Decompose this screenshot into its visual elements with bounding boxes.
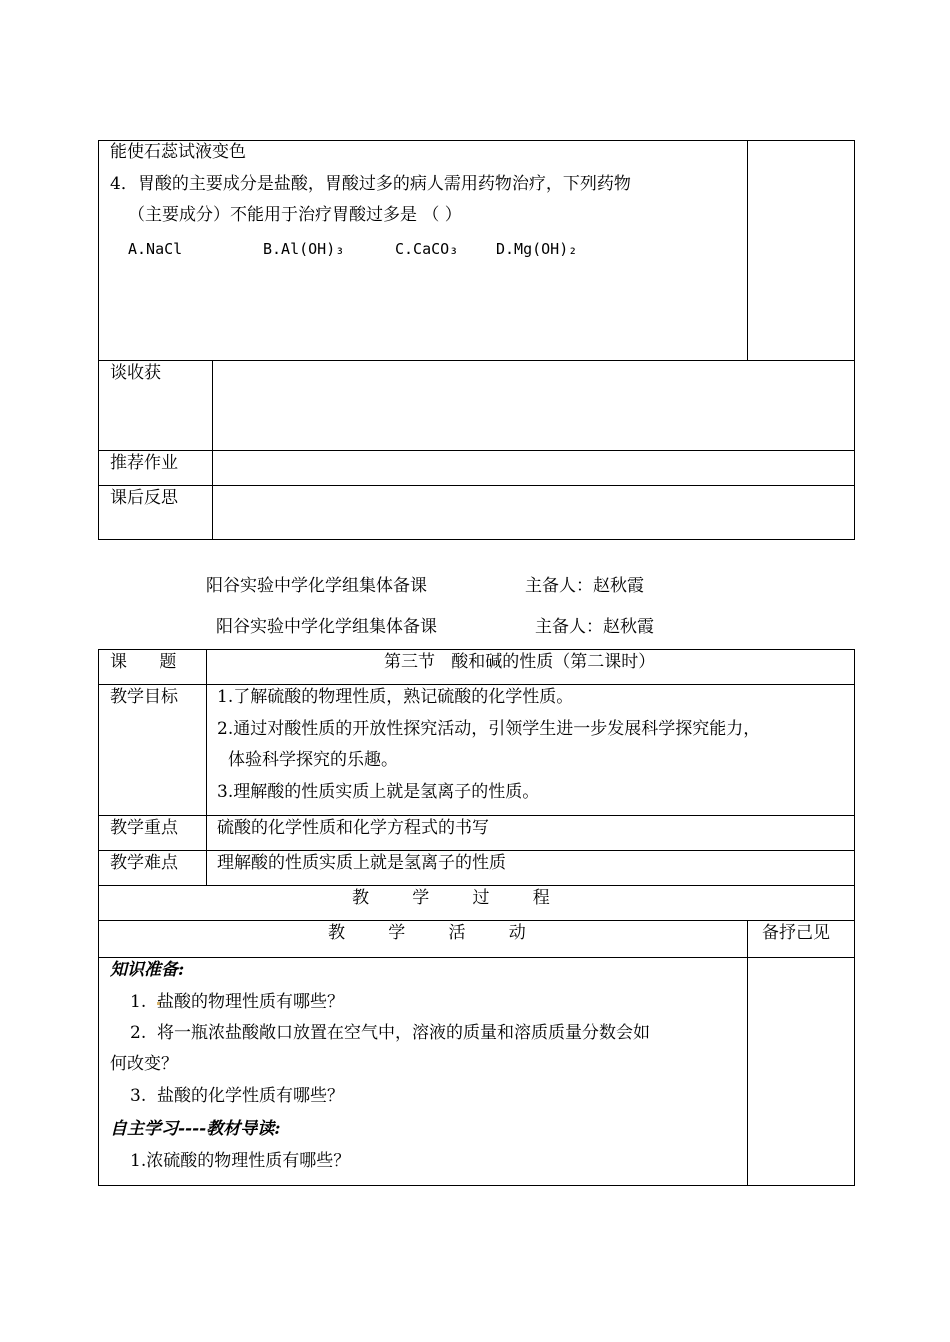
activity-header: 教 学 活 动: [328, 923, 526, 943]
option-b: B.Al(OH)₃: [263, 240, 345, 258]
reflection-label: 课后反思: [110, 488, 178, 508]
heading-school-1: 阳谷实验中学化学组集体备课: [206, 576, 427, 596]
prep-title: 知识准备:: [110, 960, 185, 980]
harvest-label: 谈收获: [110, 363, 161, 383]
goal-2-continued: 体验科学探究的乐趣。: [228, 750, 398, 770]
self-study-item-1: 1.浓硫酸的物理性质有哪些？: [130, 1151, 351, 1171]
heading-school-2: 阳谷实验中学化学组集体备课: [216, 617, 437, 637]
table-2-row-divider: [98, 815, 855, 816]
topic-label: 课 题: [110, 652, 177, 672]
process-header: 教 学 过 程: [352, 888, 550, 908]
goal-2: 2.通过对酸性质的开放性探究活动，引领学生进一步发展科学探究能力，: [217, 719, 761, 739]
prep-item-2-continued: 何改变？: [110, 1054, 178, 1074]
heading-preparer-1: 主备人：赵秋霞: [525, 576, 644, 596]
goals-label: 教学目标: [110, 687, 178, 707]
self-study-title: 自主学习----教材导读:: [110, 1119, 281, 1139]
prep-item-3: 3. 盐酸的化学性质有哪些？: [130, 1086, 345, 1106]
litmus-text: 能使石蕊试液变色: [110, 142, 246, 162]
question-4-line-1: 4．胃酸的主要成分是盐酸，胃酸过多的病人需用药物治疗，下列药物: [110, 174, 631, 194]
table-1-row-divider: [98, 485, 855, 486]
table-1-notes-divider: [747, 140, 748, 361]
prep-item-1: 1. 盐酸的物理性质有哪些？: [130, 992, 345, 1012]
goal-3: 3.理解酸的性质实质上就是氢离子的性质。: [217, 782, 540, 802]
notes-header: 备抒己见: [762, 923, 830, 943]
difficulty-value: 理解酸的性质实质上就是氢离子的性质: [217, 853, 506, 873]
option-a: A.NaCl: [128, 240, 183, 258]
heading-preparer-2: 主备人：赵秋霞: [535, 617, 654, 637]
prep-item-2: 2. 将一瓶浓盐酸敞口放置在空气中，溶液的质量和溶质质量分数会如: [130, 1023, 651, 1043]
table-2-row-divider: [98, 957, 855, 958]
question-4-line-2: （主要成分）不能用于治疗胃酸过多是 （ ）: [128, 205, 462, 225]
table-2-row-divider: [98, 920, 855, 921]
difficulty-label: 教学难点: [110, 853, 178, 873]
topic-value: 第三节 酸和碱的性质（第二课时）: [384, 652, 656, 672]
key-label: 教学重点: [110, 818, 178, 838]
table-2-row-divider: [98, 684, 855, 685]
table-2-row-divider: [98, 850, 855, 851]
goal-1: 1.了解硫酸的物理性质，熟记硫酸的化学性质。: [217, 687, 574, 707]
table-1-row-divider: [98, 450, 855, 451]
table-2-row-divider: [98, 885, 855, 886]
homework-label: 推荐作业: [110, 453, 178, 473]
option-c: C.CaCO₃: [395, 240, 459, 258]
key-value: 硫酸的化学性质和化学方程式的书写: [217, 818, 489, 838]
option-d: D.Mg(OH)₂: [496, 240, 578, 258]
table-2-notes-divider: [747, 920, 748, 1186]
